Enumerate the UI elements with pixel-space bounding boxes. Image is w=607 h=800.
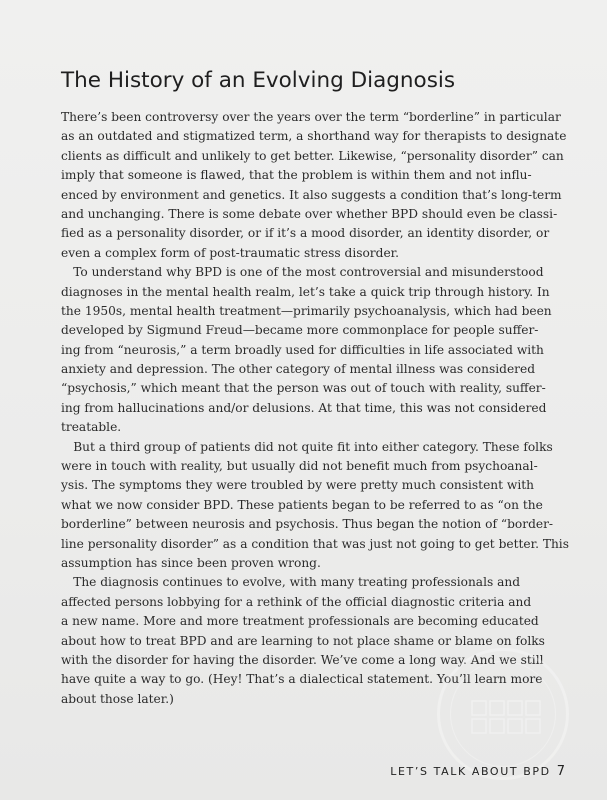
text-line: But a third group of patients did not quite fit into either category. These folks <box>61 439 553 454</box>
text-line: “psychosis,” which meant that the person was out of touch with reality, suffer- <box>61 381 546 396</box>
watermark-seal-icon <box>468 695 544 739</box>
text-line: and unchanging. There is some debate over whether BPD should even be classi- <box>61 206 558 221</box>
text-line: as an outdated and stigmatized term, a shorthand way for therapists to designate <box>61 129 567 144</box>
text-line: anxiety and depression. The other category of mental illness was considered <box>61 362 535 377</box>
running-title: LET’S TALK ABOUT BPD <box>390 765 551 778</box>
text-line: To understand why BPD is one of the most controversial and misunderstood <box>61 265 544 280</box>
text-line: ysis. The symptoms they were troubled by were pretty much consistent with <box>61 478 534 493</box>
text-line: what we now consider BPD. These patients began to be referred to as “on the <box>61 497 543 512</box>
watermark-stamp <box>437 648 569 780</box>
text-line: even a complex form of post-traumatic stress disorder. <box>61 245 400 260</box>
text-line: ing from “neurosis,” a term broadly used for difficulties in life associated with <box>61 342 544 357</box>
text-line: imply that someone is flawed, that the problem is within them and not influ- <box>61 168 532 183</box>
text-line: treatable. <box>61 420 122 435</box>
text-line: borderline” between neurosis and psychosis. Thus began the notion of “border- <box>61 517 554 532</box>
page-footer <box>390 764 565 779</box>
text-line: about how to treat BPD and are learning to not place shame or blame on folks <box>61 633 545 648</box>
text-line: ing from hallucinations and/or delusions. At that time, this was not considered <box>61 400 547 415</box>
page-number: 7 <box>556 764 565 779</box>
text-line: the 1950s, mental health treatment—primarily psychoanalysis, which had been <box>61 303 552 318</box>
text-line: assumption has since been proven wrong. <box>61 555 321 570</box>
text-line: a new name. More and more treatment professionals are becoming educated <box>61 614 539 629</box>
text-line: There’s been controversy over the years over the term “borderline” in particular <box>61 110 561 124</box>
text-line: have quite a way to go. (Hey! That’s a dialectical statement. You’ll learn more <box>61 672 543 687</box>
text-line: line personality disorder” as a condition that was just not going to get better. This <box>61 536 569 551</box>
text-line: developed by Sigmund Freud—became more commonplace for people suffer- <box>61 323 539 338</box>
text-line: about those later.) <box>61 691 174 706</box>
section-heading: The History of an Evolving Diagnosis <box>61 68 456 93</box>
text-line: affected persons lobbying for a rethink of the official diagnostic criteria and <box>61 594 532 609</box>
text-line: enced by environment and genetics. It also suggests a condition that’s long-term <box>61 187 562 202</box>
body-text <box>61 108 569 709</box>
text-line: were in touch with reality, but usually did not benefit much from psychoanal- <box>61 459 538 474</box>
text-line: diagnoses in the mental health realm, let’s take a quick trip through history. In <box>61 284 550 299</box>
text-line: with the disorder for having the disorder. We’ve come a long way. And we still <box>61 652 544 667</box>
text-line: clients as difficult and unlikely to get better. Likewise, “personality disorder” can <box>61 148 564 163</box>
text-line: The diagnosis continues to evolve, with many treating professionals and <box>61 575 521 590</box>
text-line: fied as a personality disorder, or if it’s a mood disorder, an identity disorder, or <box>61 226 550 241</box>
